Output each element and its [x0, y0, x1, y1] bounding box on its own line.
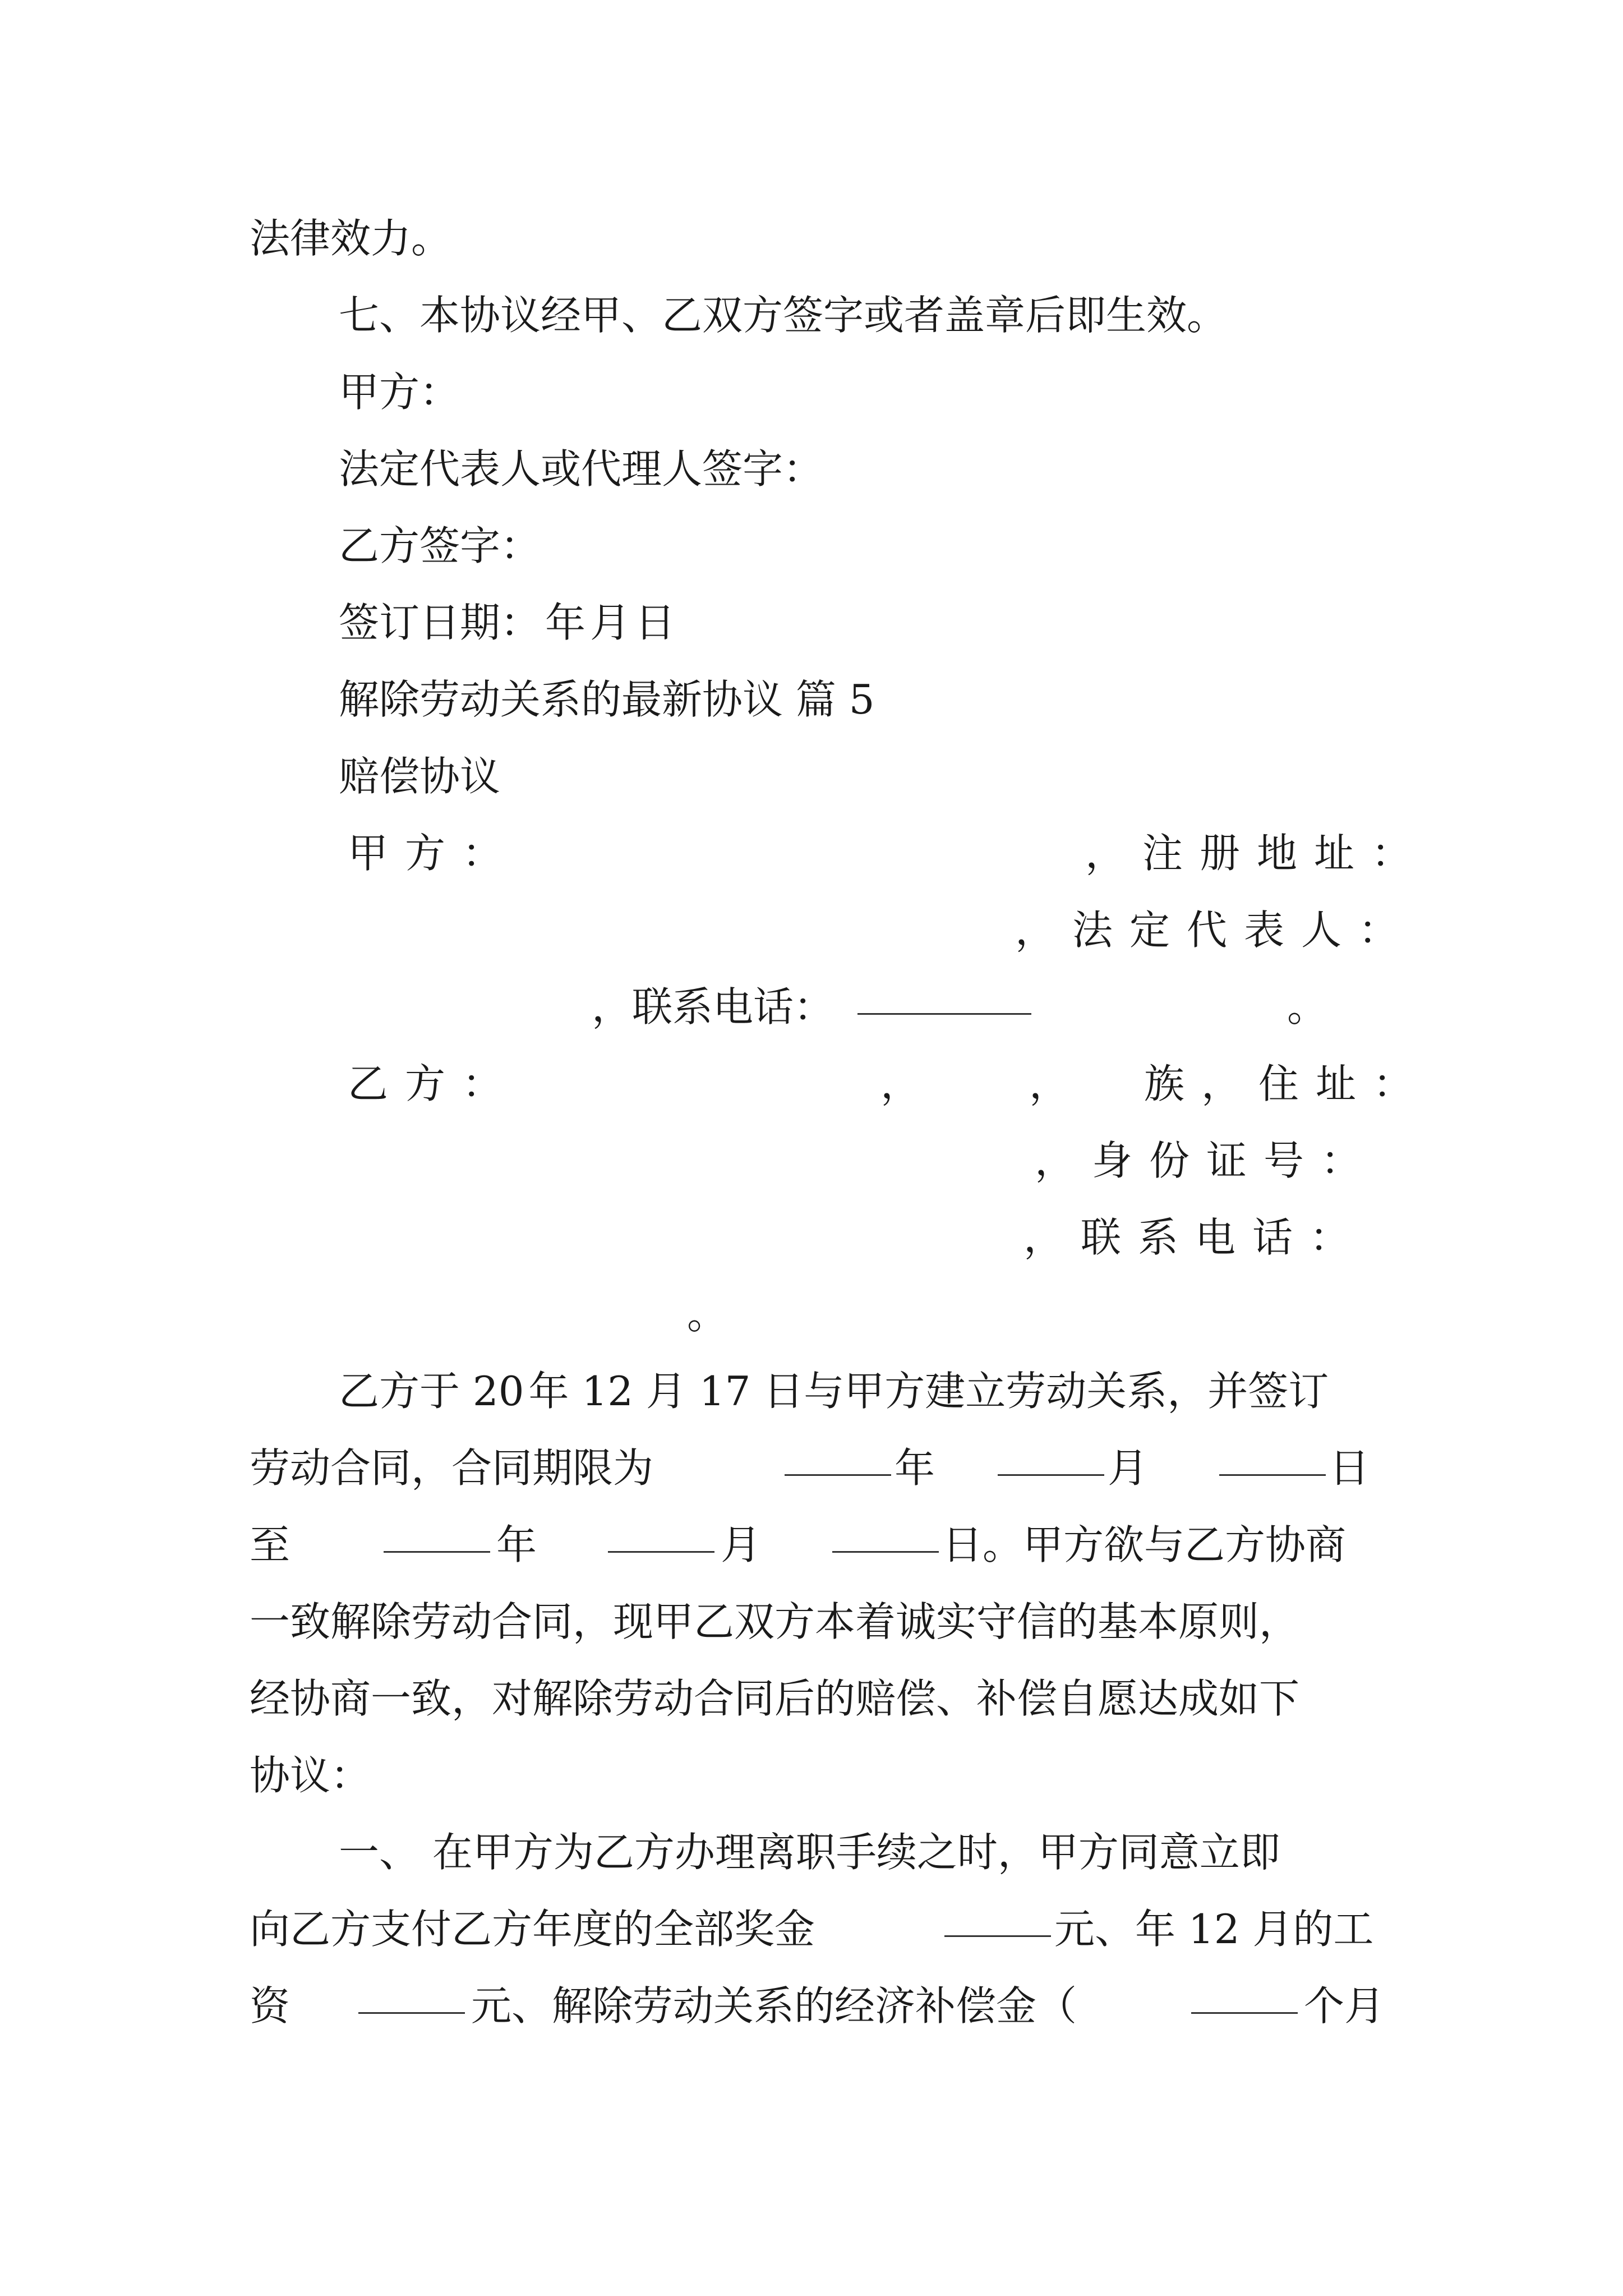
- employment-start-text-cont: 年 12 月 17 日与甲方建立劳动关系，并签订: [528, 1368, 1329, 1415]
- registered-address-label: ，注册地址：: [1085, 830, 1429, 877]
- day-label: 日: [635, 599, 676, 646]
- to-label: 至: [250, 1521, 291, 1568]
- legal-representative-label: ，法定代表人：: [1015, 907, 1416, 954]
- text-line: [339, 1360, 1371, 1422]
- text-line: [339, 746, 1371, 807]
- day-label: 日: [1329, 1444, 1370, 1492]
- text-line: [339, 669, 1371, 730]
- text-line: [250, 1591, 1371, 1653]
- agreement-text: 经协商一致，对解除劳动合同后的赔偿、补偿自愿达成如下: [250, 1675, 1300, 1722]
- text-line: [250, 1668, 1371, 1729]
- compensation-text: 元、解除劳动关系的经济补偿金（: [471, 1982, 1077, 2030]
- year-label: 年: [545, 599, 586, 646]
- comma-mark: ，: [880, 1060, 921, 1107]
- representative-line: [250, 976, 1371, 1038]
- month-blank: [608, 1514, 714, 1553]
- text-line: [250, 1898, 1374, 1960]
- clause-one-text: 一、 在甲方为乙方办理离职手续之时，甲方同意立即: [339, 1829, 1280, 1876]
- party-a-label: 甲方：: [339, 369, 460, 416]
- text-line: [339, 1821, 1371, 1883]
- phone-line: [250, 1283, 1371, 1345]
- text-line: [250, 1514, 1371, 1576]
- text-line: [250, 208, 1371, 269]
- text-line: [339, 284, 1371, 346]
- id-number-label: ，身份证号：: [1035, 1137, 1378, 1184]
- year-blank: [785, 1437, 891, 1476]
- month-blank: [998, 1437, 1104, 1476]
- wage-label: 资: [250, 1982, 291, 2030]
- salary-text: 元、年 12 月的工: [1054, 1906, 1374, 1953]
- months-blank: [1191, 1975, 1298, 2014]
- month-label: 月: [590, 599, 631, 646]
- year-blank: [384, 1514, 490, 1553]
- period-mark: 。: [1287, 983, 1328, 1030]
- paragraph-end-text: 法律效力。: [250, 215, 452, 262]
- section-heading: 解除劳动关系的最新协议 篇 5: [339, 676, 875, 723]
- months-label: 个月: [1304, 1982, 1385, 2030]
- phone-label: ，联系电话：: [592, 983, 834, 1030]
- agreement-title: 赔偿协议: [339, 753, 501, 800]
- period-mark: 。: [687, 1291, 728, 1338]
- party-a-name-label: 甲方：: [348, 830, 520, 877]
- party-b-name-label: 乙方：: [348, 1060, 520, 1107]
- party-a-line: [348, 822, 1429, 884]
- wage-amount-blank: [358, 1975, 465, 2014]
- ethnicity-address-label: 族，住址：: [1144, 1060, 1431, 1107]
- text-line: [250, 1745, 1371, 1806]
- year-label: 年: [895, 1444, 935, 1492]
- contract-term-text: 劳动合同，合同期限为: [250, 1444, 654, 1492]
- text-line: [339, 438, 1371, 500]
- phone-blank: [857, 976, 1031, 1015]
- phone-label: ，联系电话：: [1023, 1214, 1367, 1261]
- party-b-line: [348, 1053, 1431, 1115]
- month-label: 月: [1108, 1444, 1149, 1492]
- representative-signature-label: 法定代表人或代理人签字：: [339, 445, 824, 493]
- text-line: [250, 1975, 1385, 2037]
- text-line: [339, 361, 1371, 423]
- bonus-amount-blank: [944, 1898, 1051, 1937]
- principle-text: 一致解除劳动合同，现甲乙双方本着诚实守信的基本原则，: [250, 1598, 1300, 1645]
- address-line: [250, 899, 1416, 961]
- year-label: 年: [496, 1521, 537, 1568]
- text-line: [339, 515, 1371, 577]
- party-b-signature-label: 乙方签字：: [339, 522, 541, 569]
- negotiation-text: 日。甲方欲与乙方协商: [942, 1521, 1347, 1568]
- signing-date-line: [339, 592, 1371, 654]
- day-blank: [1219, 1437, 1326, 1476]
- bonus-text: 向乙方支付乙方年度的全部奖金: [250, 1906, 815, 1953]
- comma-mark: ，: [1029, 1060, 1070, 1107]
- employment-start-text: 乙方于 20: [339, 1368, 524, 1415]
- agreement-label: 协议：: [250, 1752, 371, 1799]
- signing-date-label: 签订日期：: [339, 599, 541, 646]
- day-blank: [832, 1514, 939, 1553]
- address-line: [250, 1130, 1378, 1191]
- text-line: [250, 1437, 1371, 1499]
- clause-seven-text: 七、本协议经甲、乙双方签字或者盖章后即生效。: [339, 292, 1228, 339]
- month-label: 月: [721, 1521, 762, 1568]
- id-line: [250, 1207, 1371, 1268]
